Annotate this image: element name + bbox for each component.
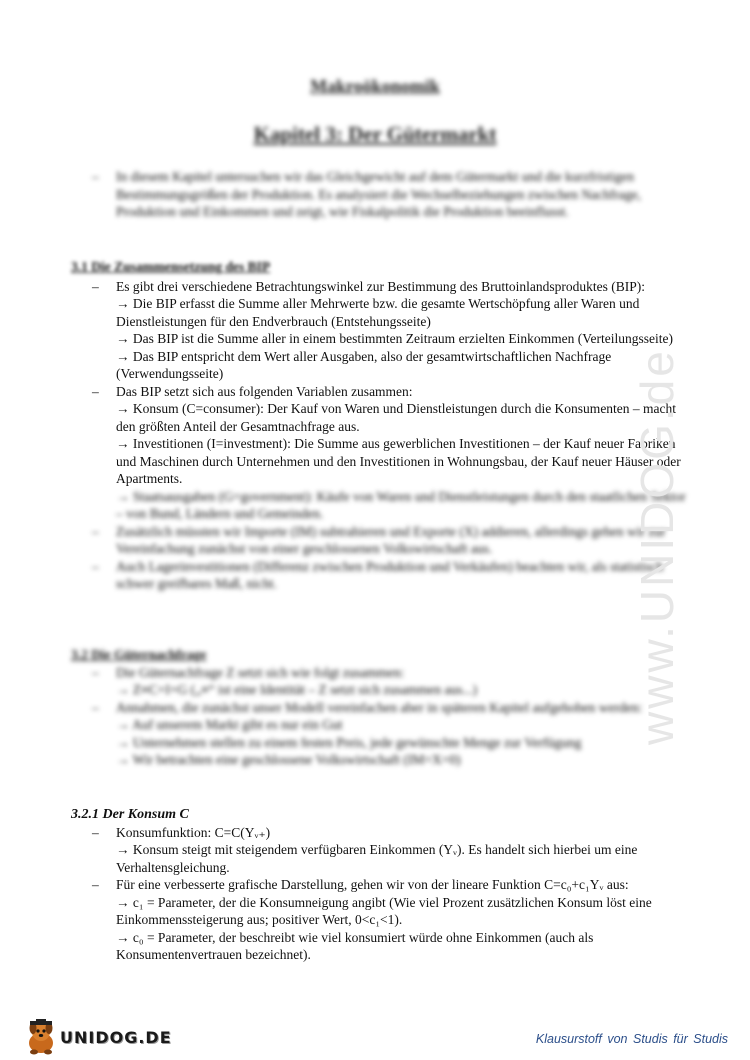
bullet-dash: – bbox=[92, 558, 99, 574]
list-item bbox=[71, 664, 691, 699]
unidog-logo bbox=[24, 1017, 172, 1057]
bullet-dash: – bbox=[92, 523, 99, 539]
list-item bbox=[71, 168, 691, 221]
watermark: www.UNIDOG.de bbox=[631, 348, 683, 745]
bullet-dash: – bbox=[92, 664, 99, 680]
section-heading: 3.2 Die Güternachfrage bbox=[71, 647, 207, 662]
item-text: Die Güternachfrage Z setzt sich wie folgt zusammen: bbox=[116, 664, 405, 680]
list-item bbox=[71, 699, 691, 769]
item-text: Es gibt drei verschiedene Betrachtungswinkel zur Bestimmung des Bruttoinlandsproduktes (BIP): bbox=[116, 278, 646, 294]
section-3-2-1 bbox=[71, 806, 691, 964]
list-item bbox=[71, 523, 691, 558]
bullet-dash: – bbox=[92, 699, 99, 715]
bullet-dash: – bbox=[92, 169, 99, 184]
section-heading: 3.1 Die Zusammensetzung des BIP bbox=[71, 259, 271, 274]
logo-text: UNIDOG.DE bbox=[60, 1027, 172, 1047]
item-text: Auch Lagerinvestitionen (Differenz zwischen Produktion und Verkäufen) beachten wir, als statistisch schwer greifbares Maß, nicht. bbox=[116, 558, 664, 591]
section-3-1 bbox=[71, 258, 691, 593]
item-text: Zusätzlich müssten wir Importe (IM) subtrahieren und Exporte (X) addieren, allerdings gehen wir zur Vereinfachung zunächst von einer geschlossenen Volkswirtschaft aus. bbox=[116, 523, 666, 556]
sub-item: → Staatsausgaben (G=government): Käufe von Waren und Dienstleistungen durch den staatlichen Sektor – von Bund, Ländern und Gemeinden. bbox=[116, 488, 686, 521]
bullet-dash: – bbox=[92, 877, 99, 892]
chapter-title: Kapitel 3: Der Gütermarkt bbox=[253, 122, 497, 146]
subsection-heading: 3.2.1 Der Konsum C bbox=[71, 807, 189, 822]
bullet-dash: – bbox=[92, 383, 99, 399]
sub-item: → Die BIP erfasst die Summe aller Mehrwerte bzw. die gesamte Wertschöpfung aller Waren und Dienstleistungen für den Endverbrauch (Entstehungsseite) bbox=[116, 296, 640, 329]
intro-text: In diesem Kapitel untersuchen wir das Gleichgewicht auf dem Gütermarkt und die kurzfristigen Bestimmungsgrößen der Produktion. Es analysiert die Wechselbeziehungen zwischen Nachfrage, Produktion und Einkommen und zeigt, wie Fiskalpolitik die Produktion beeinflusst. bbox=[116, 169, 642, 219]
sub-item: → c₀ = Parameter, der beschreibt wie viel konsumiert würde ohne Einkommen (auch als Konsumentenvertrauen bezeichnet). bbox=[116, 929, 594, 962]
sub-item: → Auf unserem Markt gibt es nur ein Gut bbox=[116, 717, 343, 732]
sub-item: → Z≡C+I+G („≡“ ist eine Identität – Z setzt sich zusammen aus...) bbox=[116, 682, 478, 697]
item-text: Für eine verbesserte grafische Darstellung, gehen wir von der lineare Funktion C=c₀+c₁Yᵥ aus: bbox=[116, 877, 629, 892]
sub-item: → Konsum (C=consumer): Der Kauf von Waren und Dienstleistungen durch die Konsumenten – macht den größten Anteil der Gesamtnachfrage aus. bbox=[116, 401, 677, 434]
list-item bbox=[71, 824, 691, 877]
intro-section bbox=[71, 168, 691, 221]
sub-item: → Das BIP entspricht dem Wert aller Ausgaben, also der gesamtwirtschaftlichen Nachfrage (Verwendungsseite) bbox=[116, 348, 612, 381]
sub-item: → Konsum steigt mit steigendem verfügbaren Einkommen (Yᵥ). Es handelt sich hierbei um eine Verhaltensgleichung. bbox=[116, 842, 638, 875]
sub-item: → Das BIP ist die Summe aller in einem bestimmten Zeitraum erzielten Einkommen (Verteilungsseite) bbox=[116, 331, 673, 346]
sub-item: → Wir betrachten eine geschlossene Volkswirtschaft (IM=X=0) bbox=[116, 752, 461, 767]
section-3-2 bbox=[71, 646, 691, 769]
list-item bbox=[71, 876, 691, 964]
item-text: Das BIP setzt sich aus folgenden Variablen zusammen: bbox=[116, 383, 413, 399]
sub-item: → Unternehmen stellen zu einem festen Preis, jede gewünschte Menge zur Verfügung bbox=[116, 734, 582, 750]
list-item bbox=[71, 278, 691, 383]
document-title: Makroökonomik bbox=[310, 76, 440, 96]
sub-item: → Investitionen (I=investment): Die Summe aus gewerblichen Investitionen – der Kauf neuer Fabriken und Maschinen durch Unternehmen und den Investitionen in Wohnungsbau, der Kauf neuer Häuser oder Apartments. bbox=[116, 436, 681, 486]
list-item bbox=[71, 558, 691, 593]
list-item bbox=[71, 383, 691, 488]
list-item bbox=[71, 488, 691, 523]
bullet-dash: – bbox=[92, 278, 99, 294]
dog-mascot-icon bbox=[24, 1019, 58, 1055]
item-text: Annahmen, die zunächst unser Modell vereinfachen aber in späteren Kapitel aufgehoben werden: bbox=[116, 699, 643, 715]
bullet-dash: – bbox=[92, 824, 99, 840]
sub-item: → c₁ = Parameter, der die Konsumneigung angibt (Wie viel Prozent zusätzlichen Konsum löst eine Einkommenssteigerung aus; positiver Wert, 0<c₁<1). bbox=[116, 894, 652, 927]
item-text: Konsumfunktion: C=C(Yᵥ₊) bbox=[116, 824, 271, 840]
footer-slogan: Klausurstoff von Studis für Studis bbox=[535, 1032, 728, 1046]
